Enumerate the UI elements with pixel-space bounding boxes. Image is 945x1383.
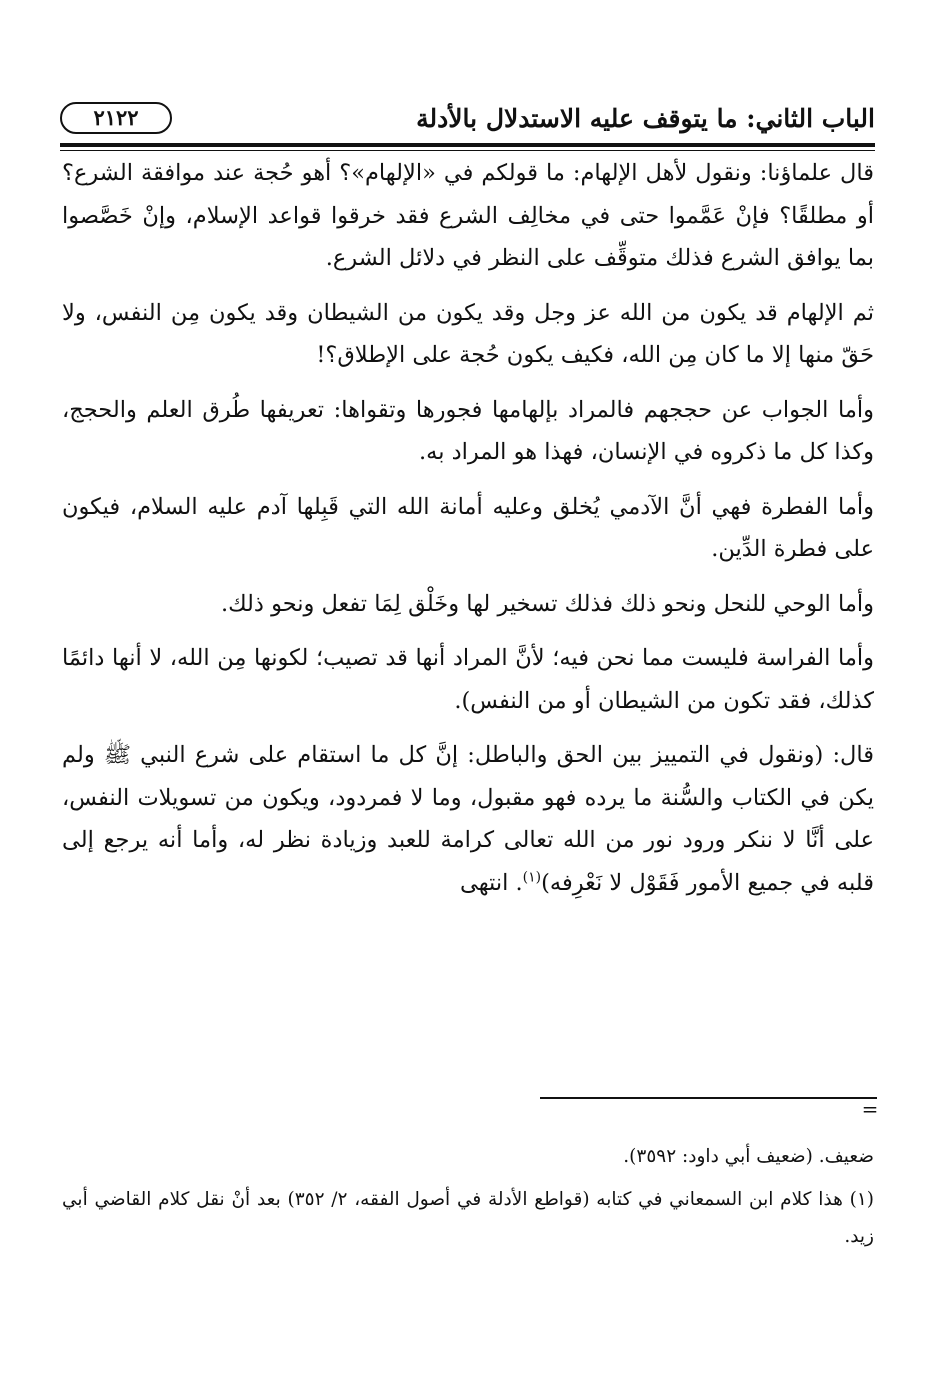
paragraph-wahy-bees: وأما الوحي للنحل ونحو ذلك فذلك تسخير لها وخَلْق لِمَا تفعل ونحو ذلك. [220,590,874,617]
body-text [62,152,874,916]
page-number-badge: ٢١٢٢ [60,102,172,134]
footnote-separator-rule [540,1097,877,1099]
paragraph-distinction-text: قال: (ونقول في التمييز بين الحق والباطل: إنَّ كل ما استقام على شرع النبي ﷺ ولم يكن في الكتاب والسُّنة ما يرده فهو مقبول، وما لا فمردود، ويكون من تسويلات النفس، على أنَّا لا ننكر ورود نور من الله تعالى كرامة للعبد وزيادة نظر له، وأما أنه يرجع إلى قلبه في جميع الأمور فَقَوْل لا نَعْرِفه) [62,742,874,896]
header-rule-thick [60,143,875,147]
running-header [60,100,875,142]
footnotes [62,1138,874,1261]
footnote-continuation-mark: = [861,1097,879,1121]
paragraph-ilham-sources: ثم الإلهام قد يكون من الله عز وجل وقد يكون من الشيطان وقد يكون مِن النفس، ولا حَقّ منها إلا ما كان مِن الله، فكيف يكون حُجة على الإطلاق؟! [62,299,874,368]
paragraph-distinction-tail: . انتهى [459,869,523,896]
paragraph-ilham-question: قال علماؤنا: ونقول لأهل الإلهام: ما قولكم في «الإلهام»؟ أهو حُجة عند موافقة الشرع؟ أو مطلقًا؟ فإنْ عَمَّموا حتى في مخالِف الشرع فقد خرقوا قواعد الإسلام، وإنْ خَصَّصوا بما يوافق الشرع فذلك متوقِّف على النظر في دلائل الشرع. [62,160,874,271]
paragraph-answer-arguments: وأما الجواب عن حججهم فالمراد بإلهامها فجورها وتقواها: تعريفها طُرق العلم والحجج، وكذا كل ما ذكروه في الإنسان، فهذا هو المراد به. [62,396,874,465]
paragraph-fitra: وأما الفطرة فهي أنَّ الآدمي يُخلق وعليه أمانة الله التي قَبِلها آدم عليه السلام، فيكون على فطرة الدِّين. [62,493,874,562]
paragraph-distinction [62,734,874,904]
footnote-continuation: ضعيف. (ضعيف أبي داود: ٣٥٩٢). [623,1146,874,1167]
chapter-title: الباب الثاني: ما يتوقف عليه الاستدلال بالأدلة [416,104,875,133]
header-rule-thin [60,150,875,151]
paragraph-firasa: وأما الفراسة فليست مما نحن فيه؛ لأنَّ المراد أنها قد تصيب؛ لكونها مِن الله، لا أنها دائمًا كذلك، فقد تكون من الشيطان أو من النفس). [62,645,874,714]
footnote-ref-1[interactable]: (١) [522,869,542,885]
footnote-1: (١) هذا كلام ابن السمعاني في كتابه (قواطع الأدلة في أصول الفقه، ٢/ ٣٥٢) بعد أنْ نقل كلام القاضي أبي زيد. [62,1189,874,1247]
